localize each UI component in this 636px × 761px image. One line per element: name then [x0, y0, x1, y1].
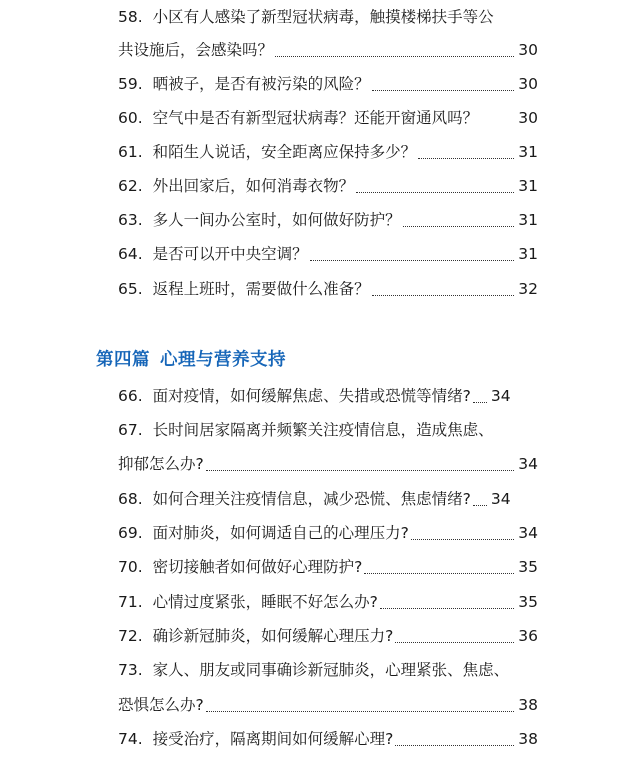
toc-entry-67 [118, 415, 538, 445]
entry-number: 73. [118, 661, 143, 679]
leader-dots [395, 621, 514, 651]
leader-dots [372, 69, 515, 99]
entry-title: 确诊新冠肺炎，如何缓解心理压力? [152, 627, 394, 645]
entry-number: 71. [118, 593, 143, 611]
toc-entry-71 [118, 587, 538, 617]
toc-entry-67-continued [118, 449, 538, 479]
leader-dots [473, 381, 487, 411]
toc-entry-63 [118, 205, 538, 235]
entry-page-number: 30 [518, 75, 538, 93]
entry-number: 68. [118, 490, 143, 508]
toc-entry-60 [118, 103, 538, 133]
entry-number: 63. [118, 211, 143, 229]
entry-number: 70. [118, 558, 143, 576]
toc-entry-68 [118, 484, 538, 514]
entry-page-number: 30 [518, 41, 538, 59]
leader-dots [206, 690, 515, 720]
entry-page-number: 34 [490, 490, 511, 508]
leader-dots [395, 724, 514, 754]
toc-entry-73-continued [118, 690, 538, 720]
entry-number: 59. [118, 75, 143, 93]
entry-title: 如何合理关注疫情信息，减少恐慌、焦虑情绪? [152, 490, 471, 508]
toc-entry-74 [118, 724, 538, 754]
entry-page-number: 32 [518, 280, 538, 298]
toc-entry-72 [118, 621, 538, 651]
toc-entry-70 [118, 552, 538, 582]
entry-title: 小区有人感染了新型冠状病毒，触摸楼梯扶手等公 [152, 8, 494, 26]
entry-title: 面对肺炎，如何调适自己的心理压力? [152, 524, 409, 542]
leader-dots [473, 484, 487, 514]
leader-dots [206, 449, 515, 479]
entry-title-continued: 抑郁怎么办? [118, 455, 204, 473]
entry-title-continued: 共设施后，会感染吗？ [118, 41, 274, 59]
entry-title: 和陌生人说话，安全距离应保持多少？ [152, 143, 417, 161]
entry-title: 心情过度紧张，睡眠不好怎么办? [152, 593, 378, 611]
entry-page-number: 38 [518, 730, 538, 748]
entry-page-number: 31 [518, 143, 538, 161]
leader-dots [356, 171, 514, 201]
entry-title: 外出回家后，如何消毒衣物？ [152, 177, 355, 195]
toc-entry-59 [118, 69, 538, 99]
entry-page-number: 36 [518, 627, 538, 645]
toc-entry-64 [118, 239, 538, 269]
entry-page-number: 31 [518, 177, 538, 195]
entry-page-number: 30 [518, 109, 538, 127]
entry-number: 74. [118, 730, 143, 748]
entry-page-number: 34 [490, 387, 511, 405]
entry-title: 晒被子，是否有被污染的风险？ [152, 75, 370, 93]
entry-title: 接受治疗，隔离期间如何缓解心理? [152, 730, 394, 748]
entry-number: 61. [118, 143, 143, 161]
leader-dots [310, 239, 515, 269]
section-title: 心理与营养支持 [160, 350, 286, 370]
entry-number: 60. [118, 109, 143, 127]
entry-page-number: 38 [518, 696, 538, 714]
section-label: 第四篇 [96, 350, 150, 370]
entry-number: 72. [118, 627, 143, 645]
leader-dots [411, 518, 514, 548]
entry-number: 69. [118, 524, 143, 542]
entry-page-number: 35 [518, 593, 538, 611]
section-heading [96, 346, 286, 371]
toc-entry-58-continued [118, 35, 538, 65]
toc-entry-66 [118, 381, 538, 411]
leader-dots [372, 274, 515, 304]
toc-entry-73 [118, 655, 538, 685]
entry-number: 66. [118, 387, 143, 405]
entry-page-number: 34 [518, 455, 538, 473]
entry-title: 面对疫情，如何缓解焦虑、失措或恐慌等情绪? [152, 387, 471, 405]
toc-entry-58 [118, 2, 538, 32]
entry-number: 64. [118, 245, 143, 263]
leader-dots [380, 587, 514, 617]
toc-entry-69 [118, 518, 538, 548]
entry-title: 返程上班时，需要做什么准备？ [152, 280, 370, 298]
entry-title: 空气中是否有新型冠状病毒？还能开窗通风吗？ [152, 109, 479, 127]
toc-entry-62 [118, 171, 538, 201]
toc-entry-61 [118, 137, 538, 167]
entry-title-continued: 恐惧怎么办? [118, 696, 204, 714]
entry-number: 58. [118, 8, 143, 26]
entry-page-number: 31 [518, 211, 538, 229]
entry-page-number: 31 [518, 245, 538, 263]
entry-title: 是否可以开中央空调？ [152, 245, 308, 263]
entry-title: 长时间居家隔离并频繁关注疫情信息，造成焦虑、 [152, 421, 494, 439]
entry-page-number: 34 [518, 524, 538, 542]
entry-title: 多人一间办公室时，如何做好防护？ [152, 211, 401, 229]
entry-title: 密切接触者如何做好心理防护? [152, 558, 363, 576]
entry-number: 67. [118, 421, 143, 439]
entry-page-number: 35 [518, 558, 538, 576]
leader-dots [403, 205, 515, 235]
leader-dots [418, 137, 514, 167]
leader-dots [364, 552, 514, 582]
entry-number: 65. [118, 280, 143, 298]
entry-title: 家人、朋友或同事确诊新冠肺炎，心理紧张、焦虑、 [152, 661, 510, 679]
entry-number: 62. [118, 177, 143, 195]
leader-dots [275, 35, 514, 65]
toc-entry-65 [118, 274, 538, 304]
